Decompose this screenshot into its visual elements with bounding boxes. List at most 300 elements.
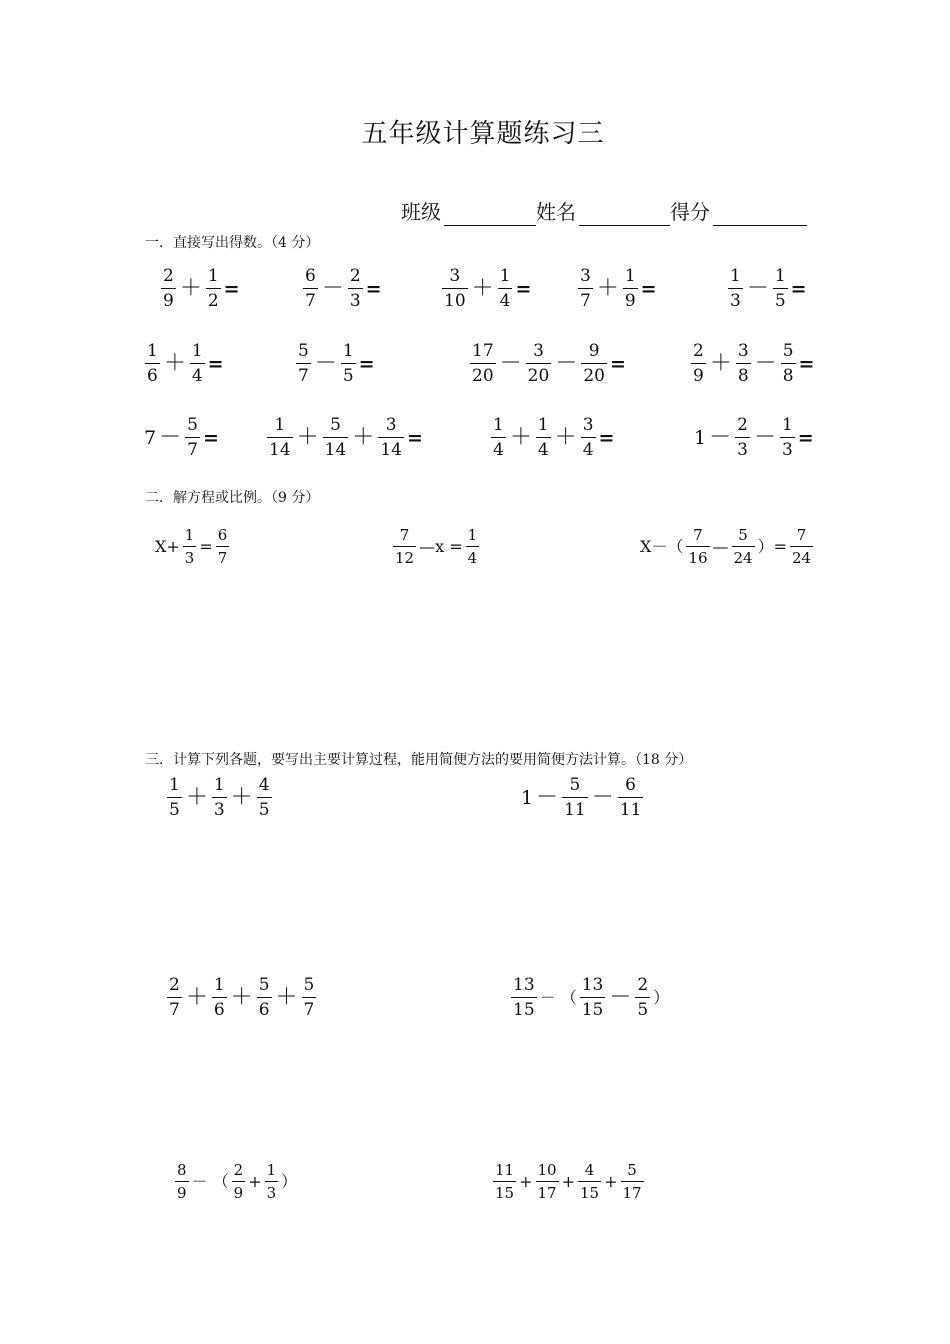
denominator: 5 [637, 1000, 649, 1020]
denominator: 6 [258, 1000, 270, 1020]
minus-sign: － [314, 351, 337, 376]
minus-sign: － [709, 425, 732, 450]
fraction-bar [145, 363, 160, 364]
q1-expression [160, 268, 240, 310]
fraction-bar [257, 997, 272, 998]
fraction-bar [691, 363, 706, 364]
fraction [212, 777, 227, 819]
expression-text: ） [281, 1172, 298, 1191]
fraction-bar [578, 1181, 601, 1182]
denominator: 15 [581, 1000, 604, 1020]
plus-sign: ＋ [230, 785, 253, 810]
section-3-heading: 三．计算下列各题，要写出主要计算过程，能用简便方法的要用简便方法计算。（18 分） [145, 752, 693, 768]
denominator: 4 [191, 366, 203, 386]
expression-text: － （ [191, 1172, 229, 1191]
numerator: 1 [191, 341, 203, 361]
expression-text: X－（ [640, 537, 684, 556]
fraction [185, 417, 200, 459]
fraction-bar [257, 797, 272, 798]
plus-sign: ＋ [352, 425, 375, 450]
fraction-bar [175, 1181, 189, 1182]
denominator: 20 [527, 366, 550, 386]
fraction [393, 528, 416, 566]
denominator: 3 [349, 291, 361, 311]
expression-text: + [519, 1172, 533, 1191]
page-title: 五年级计算题练习三 [361, 119, 605, 149]
expression-text: —x = [419, 537, 463, 556]
numerator: 17 [472, 341, 494, 361]
fraction-bar [341, 363, 356, 364]
numerator: 3 [580, 266, 591, 286]
fraction-bar [302, 997, 317, 998]
denominator: 2 [207, 291, 219, 311]
numerator: 5 [303, 975, 315, 995]
denominator: 6 [213, 1000, 225, 1020]
fraction-bar [735, 437, 750, 438]
fraction-bar [562, 797, 588, 798]
minus-sign: － [159, 425, 182, 450]
fraction-bar [183, 546, 197, 547]
denominator: 3 [781, 440, 793, 460]
denominator: 10 [444, 291, 466, 311]
fraction-bar [780, 437, 795, 438]
fraction-bar [296, 363, 311, 364]
q1-expression [441, 268, 531, 310]
q3-expression [521, 777, 644, 819]
denominator: 7 [298, 366, 309, 386]
denominator: 4 [467, 549, 478, 567]
denominator: 3 [184, 549, 195, 567]
fraction-bar [167, 997, 182, 998]
fraction-bar [185, 437, 200, 438]
fraction [623, 268, 638, 310]
numerator: 7 [399, 526, 410, 544]
equals-sign: = [609, 352, 626, 375]
fraction-bar [511, 997, 537, 998]
denominator: 3 [213, 800, 225, 820]
denominator: 7 [580, 291, 591, 311]
denominator: 7 [187, 440, 198, 460]
expression-text: — [712, 537, 729, 556]
denominator: 12 [395, 549, 415, 567]
numerator: 1 [467, 526, 478, 544]
denominator: 4 [493, 440, 504, 460]
numerator: 5 [258, 975, 270, 995]
denominator: 3 [737, 440, 748, 460]
equals-sign: = [406, 426, 423, 449]
denominator: 14 [324, 440, 347, 460]
denominator: 9 [624, 291, 636, 311]
q1-expression [266, 417, 423, 459]
fraction [348, 268, 363, 310]
denominator: 17 [622, 1184, 642, 1202]
q3-expression [166, 977, 317, 1019]
fraction-bar [393, 546, 416, 547]
fraction [323, 417, 349, 459]
fraction [735, 417, 750, 459]
equals-sign: = [790, 277, 807, 300]
q3-expression [166, 777, 273, 819]
fraction [498, 268, 513, 310]
denominator: 7 [305, 291, 316, 311]
denominator: 3 [730, 291, 741, 311]
fraction [732, 528, 755, 566]
fraction [183, 528, 197, 566]
minus-sign: － [753, 425, 776, 450]
fraction [790, 528, 813, 566]
fraction-bar [580, 997, 606, 998]
numerator: 1 [624, 266, 636, 286]
numerator: 1 [499, 266, 511, 286]
numerator: 5 [298, 341, 309, 361]
equals-sign: = [223, 277, 240, 300]
fraction-bar [526, 363, 552, 364]
minus-sign: － [536, 785, 559, 810]
minus-sign: － [746, 276, 769, 301]
fraction [491, 417, 506, 459]
equals-sign: = [598, 426, 615, 449]
q1-expression [490, 417, 614, 459]
fraction-bar [621, 1181, 644, 1182]
denominator: 4 [499, 291, 511, 311]
numerator: 2 [737, 415, 748, 435]
fraction [536, 1163, 559, 1201]
equals-sign: = [207, 352, 224, 375]
fraction [578, 268, 593, 310]
fraction [562, 777, 588, 819]
numerator: 2 [169, 975, 180, 995]
numerator: 3 [449, 266, 461, 286]
minus-sign: － [754, 351, 777, 376]
denominator: 5 [258, 800, 270, 820]
fraction-bar [378, 437, 404, 438]
fraction-bar [216, 546, 230, 547]
fraction-bar [581, 437, 596, 438]
q1-expression [469, 343, 626, 385]
numerator: 5 [569, 775, 581, 795]
denominator: 11 [619, 800, 642, 820]
fraction [265, 1163, 279, 1201]
numerator: 1 [184, 526, 195, 544]
expression-text: ） [653, 988, 670, 1007]
denominator: 9 [163, 291, 174, 311]
q1-expression [690, 343, 814, 385]
numerator: 5 [187, 415, 198, 435]
fraction [578, 1163, 601, 1201]
denominator: 15 [513, 1000, 535, 1020]
fraction-bar [578, 288, 593, 289]
denominator: 11 [564, 800, 586, 820]
number: 7 [144, 426, 157, 449]
fraction [526, 343, 552, 385]
denominator: 16 [688, 549, 708, 567]
fraction [302, 977, 317, 1019]
equals-sign: = [365, 277, 382, 300]
fraction [206, 268, 221, 310]
fraction-bar [773, 288, 788, 289]
fraction [257, 777, 272, 819]
expression-text: + [248, 1172, 262, 1191]
q1-expression [295, 343, 375, 385]
fraction [580, 977, 606, 1019]
numerator: 5 [782, 341, 794, 361]
fraction [161, 268, 176, 310]
plus-sign: ＋ [471, 276, 494, 301]
fraction-bar [736, 363, 751, 364]
plus-sign: ＋ [509, 425, 532, 450]
fraction [621, 1163, 644, 1201]
fraction [581, 343, 607, 385]
denominator: 8 [782, 366, 794, 386]
numerator: 1 [781, 415, 793, 435]
equals-sign: = [640, 277, 657, 300]
numerator: 1 [493, 415, 504, 435]
name-label: 姓名 [536, 200, 576, 224]
fraction [466, 528, 480, 566]
numerator: 4 [584, 1161, 595, 1179]
fraction-bar [470, 363, 496, 364]
fraction-bar [206, 288, 221, 289]
numerator: 4 [258, 775, 270, 795]
fraction [167, 777, 182, 819]
fraction-bar [686, 546, 709, 547]
expression-text: = [199, 537, 213, 556]
numerator: 3 [533, 341, 544, 361]
denominator: 24 [733, 549, 753, 567]
fraction [635, 977, 650, 1019]
fraction-bar [303, 288, 318, 289]
numerator: 1 [169, 775, 180, 795]
numerator: 1 [342, 341, 354, 361]
fraction-bar [581, 363, 607, 364]
q1-expression [144, 417, 219, 459]
denominator: 9 [233, 1184, 244, 1202]
numerator: 5 [738, 526, 748, 544]
q3-expression [492, 1163, 645, 1201]
expression-text: － （ [539, 988, 577, 1007]
numerator: 6 [625, 775, 636, 795]
q2-equation [638, 528, 814, 566]
fraction-bar [348, 288, 363, 289]
fraction [470, 343, 496, 385]
equals-sign: = [202, 426, 219, 449]
fraction-bar [623, 288, 638, 289]
fraction [581, 417, 596, 459]
fraction-bar [728, 288, 743, 289]
fraction-bar [790, 546, 813, 547]
numerator: 1 [213, 775, 225, 795]
number: 1 [521, 786, 534, 809]
numerator: 2 [693, 341, 704, 361]
numerator: 3 [385, 415, 397, 435]
numerator: 13 [581, 975, 604, 995]
fraction-bar [190, 363, 205, 364]
fraction [257, 977, 272, 1019]
denominator: 4 [582, 440, 594, 460]
denominator: 7 [217, 549, 228, 567]
equals-sign: = [358, 352, 375, 375]
equals-sign: = [798, 352, 815, 375]
denominator: 14 [269, 440, 291, 460]
plus-sign: ＋ [275, 985, 298, 1010]
numerator: 3 [582, 415, 594, 435]
fraction-bar [442, 288, 468, 289]
denominator: 9 [693, 366, 704, 386]
class-label: 班级 [401, 200, 441, 224]
fraction-bar [618, 797, 644, 798]
fraction [728, 268, 743, 310]
fraction [536, 417, 551, 459]
q3-expression [510, 977, 671, 1019]
fraction-bar [323, 437, 349, 438]
fraction [341, 343, 356, 385]
fraction [781, 343, 796, 385]
plus-sign: ＋ [554, 425, 577, 450]
q3-expression [174, 1163, 299, 1201]
denominator: 15 [580, 1184, 600, 1202]
section-1-heading: 一．直接写出得数。（4 分） [145, 235, 320, 251]
q2-equation [392, 528, 480, 566]
numerator: 2 [163, 266, 174, 286]
section-2-heading: 二．解方程或比例。（9 分） [145, 490, 320, 506]
numerator: 11 [495, 1161, 515, 1179]
q1-expression [144, 343, 224, 385]
denominator: 5 [169, 800, 180, 820]
fraction-bar [267, 437, 293, 438]
numerator: 6 [305, 266, 316, 286]
fraction [511, 977, 537, 1019]
fraction [296, 343, 311, 385]
denominator: 6 [147, 366, 158, 386]
plus-sign: ＋ [709, 351, 732, 376]
fraction-bar [212, 797, 227, 798]
fraction [442, 268, 468, 310]
numerator: 1 [274, 415, 286, 435]
numerator: 1 [147, 341, 158, 361]
numerator: 5 [330, 415, 341, 435]
plus-sign: ＋ [296, 425, 319, 450]
fraction-bar [635, 997, 650, 998]
fraction [232, 1163, 246, 1201]
fraction [212, 977, 227, 1019]
plus-sign: ＋ [163, 351, 186, 376]
fraction [736, 343, 751, 385]
plus-sign: ＋ [230, 985, 253, 1010]
numerator: 1 [537, 415, 549, 435]
plus-sign: ＋ [185, 985, 208, 1010]
fraction-bar [536, 1181, 559, 1182]
equals-sign: = [515, 277, 532, 300]
denominator: 9 [177, 1184, 187, 1202]
fraction [493, 1163, 516, 1201]
fraction-bar [493, 1181, 516, 1182]
numerator: 6 [217, 526, 228, 544]
equals-sign: = [797, 426, 814, 449]
q1-expression [694, 417, 814, 459]
fraction-bar [732, 546, 755, 547]
fraction-bar [536, 437, 551, 438]
denominator: 14 [380, 440, 402, 460]
numerator: 1 [213, 975, 225, 995]
fraction [691, 343, 706, 385]
q1-expression [727, 268, 807, 310]
numerator: 5 [627, 1161, 637, 1179]
class-blank [444, 225, 536, 226]
minus-sign: － [321, 276, 344, 301]
fraction-bar [232, 1181, 246, 1182]
fraction [780, 417, 795, 459]
fraction [303, 268, 318, 310]
minus-sign: － [499, 351, 522, 376]
fraction [773, 268, 788, 310]
numerator: 2 [233, 1161, 244, 1179]
fraction-bar [167, 797, 182, 798]
fraction [378, 417, 404, 459]
fraction-bar [466, 546, 480, 547]
fraction [167, 977, 182, 1019]
expression-text: X+ [155, 537, 180, 556]
denominator: 24 [792, 549, 812, 567]
denominator: 5 [774, 291, 786, 311]
q1-expression [577, 268, 657, 310]
score-blank [713, 225, 807, 226]
fraction [175, 1163, 189, 1201]
numerator: 1 [207, 266, 219, 286]
numerator: 3 [737, 341, 749, 361]
expression-text: ）= [757, 537, 788, 556]
expression-text: + [561, 1172, 575, 1191]
denominator: 20 [472, 366, 494, 386]
minus-sign: － [555, 351, 578, 376]
numerator: 1 [774, 266, 786, 286]
fraction-bar [212, 997, 227, 998]
denominator: 7 [303, 1000, 315, 1020]
numerator: 9 [588, 341, 600, 361]
numerator: 10 [537, 1161, 557, 1179]
denominator: 20 [583, 366, 605, 386]
numerator: 1 [266, 1161, 277, 1179]
minus-sign: － [591, 785, 614, 810]
numerator: 8 [177, 1161, 187, 1179]
denominator: 4 [537, 440, 549, 460]
numerator: 13 [513, 975, 535, 995]
plus-sign: ＋ [179, 276, 202, 301]
numerator: 1 [730, 266, 741, 286]
fraction-bar [265, 1181, 279, 1182]
denominator: 5 [342, 366, 354, 386]
numerator: 7 [693, 526, 703, 544]
minus-sign: － [609, 985, 632, 1010]
denominator: 7 [169, 1000, 180, 1020]
fraction [686, 528, 709, 566]
name-blank [579, 225, 670, 226]
denominator: 8 [737, 366, 749, 386]
fraction-bar [781, 363, 796, 364]
expression-text: + [604, 1172, 618, 1191]
numerator: 2 [349, 266, 361, 286]
score-label: 得分 [670, 200, 710, 224]
plus-sign: ＋ [185, 785, 208, 810]
numerator: 7 [796, 526, 807, 544]
denominator: 3 [266, 1184, 277, 1202]
fraction [216, 528, 230, 566]
fraction-bar [498, 288, 513, 289]
denominator: 15 [495, 1184, 515, 1202]
fraction-bar [491, 437, 506, 438]
number: 1 [694, 426, 707, 449]
fraction [190, 343, 205, 385]
q2-equation [153, 528, 230, 566]
